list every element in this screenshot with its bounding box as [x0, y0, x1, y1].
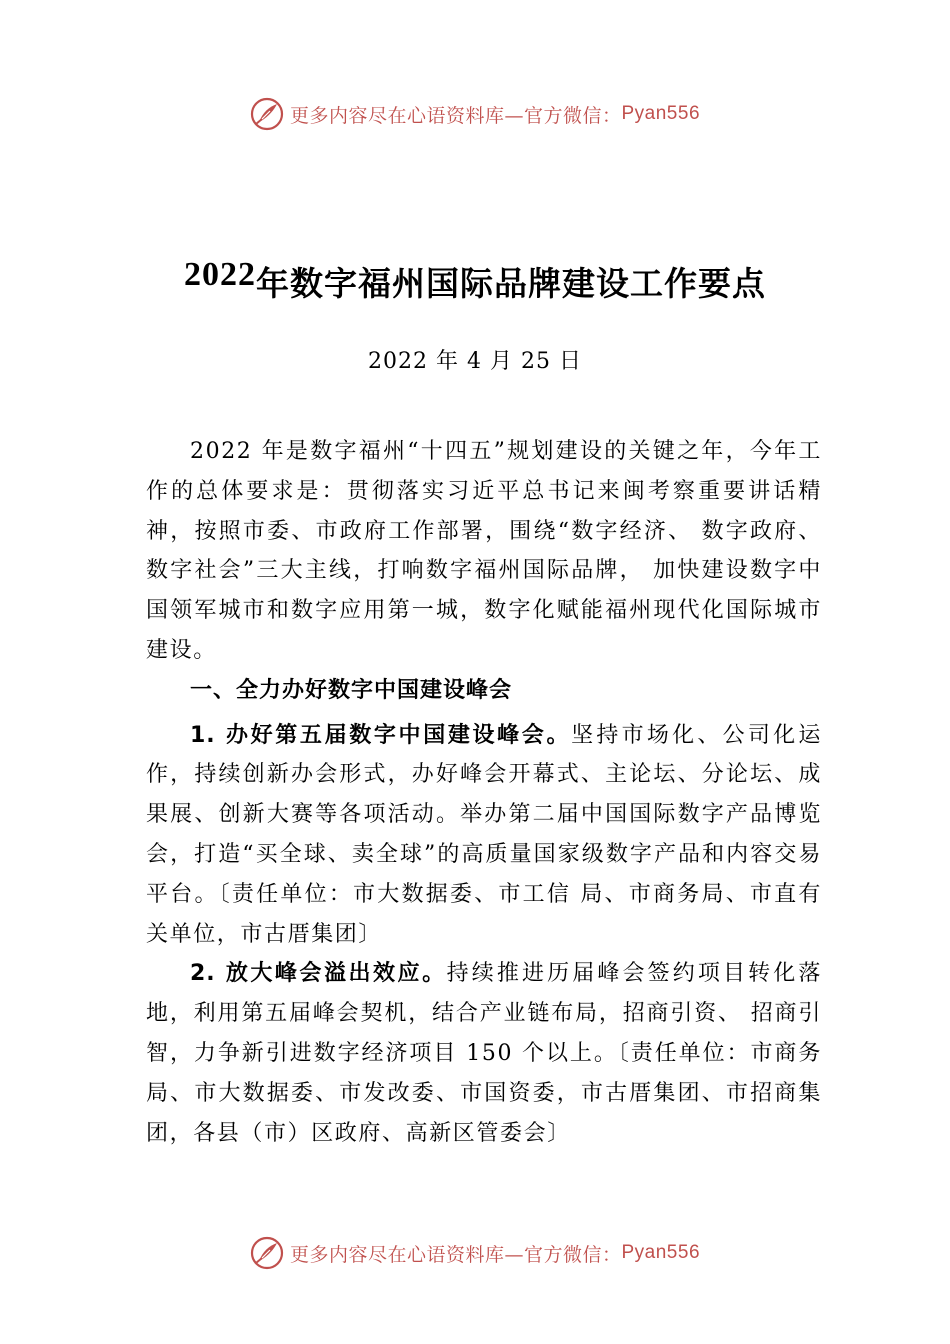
- item-lead-2: 2. 放大峰会溢出效应。: [190, 961, 447, 987]
- intro-paragraph: 2022 年是数字福州“十四五”规划建设的关键之年，今年工作的总体要求是：贯彻落实习近平总书记来闽考察重要讲话精神，按照市委、市政府工作部署，围绕“数字经济、 数字政府、数字社会”三大主线，打响数字福州国际品牌， 加快建设数字中国领军城市和数字应用第一城，数字化赋能福州现代化国际城市建设。: [146, 439, 822, 663]
- item-body-2: 持续推进历届峰会签约项目转化落地，利用第五届峰会契机，结合产业链布局，招商引资、 招商引智，力争新引进数字经济项目 150 个以上。〔责任单位：市商务局、市大数据委、市发改委、市国资委，市古厝集团、市招商集团，各县（市）区政府、高新区管委会〕: [146, 961, 822, 1146]
- watermark-wechat-id: Pyan556: [621, 103, 701, 124]
- watermark-banner-top: [0, 94, 950, 134]
- item-lead-1: 1. 办好第五届数字中国建设峰会。: [190, 722, 572, 748]
- feather-pen-logo-icon: [250, 1236, 284, 1270]
- title-year: 2022: [184, 256, 256, 293]
- item-paragraph-1: [146, 716, 822, 955]
- item-body-1: 坚持市场化、公司化运作，持续创新办会形式，办好峰会开幕式、主论坛、分论坛、成果展、创新大赛等各项活动。举办第二届中国国际数字产品博览会，打造“买全球、卖全球”的高质量国家级数字产品和内容交易平台。〔责任单位：市大数据委、市工信 局、市商务局、市直有关单位，市古厝集团〕: [146, 722, 822, 947]
- document-body: [146, 432, 822, 1153]
- watermark-wechat-id: Pyan556: [621, 1242, 701, 1263]
- document-date: 2022 年 4 月 25 日: [368, 349, 582, 374]
- watermark-text: 更多内容尽在心语资料库—官方微信：: [289, 1243, 622, 1266]
- document-title: [0, 258, 950, 305]
- item-paragraph-2: [146, 954, 822, 1153]
- watermark-text: 更多内容尽在心语资料库—官方微信：: [289, 104, 622, 127]
- title-text: 年数字福州国际品牌建设工作要点: [256, 264, 766, 303]
- section-heading-1: 一、全力办好数字中国建设峰会: [190, 677, 513, 703]
- watermark-banner-bottom: [0, 1233, 950, 1273]
- feather-pen-logo-icon: [250, 97, 284, 131]
